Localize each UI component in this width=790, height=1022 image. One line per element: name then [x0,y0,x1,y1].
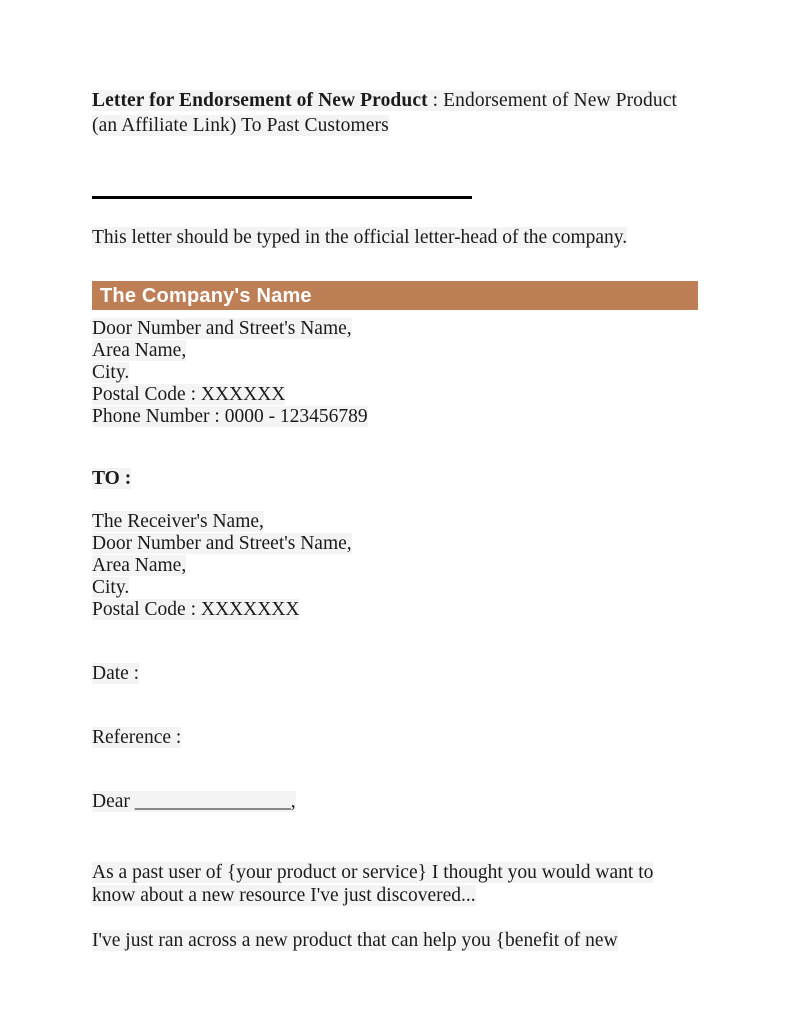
sender-address-line-text: Area Name, [92,340,187,361]
salutation-field [92,791,698,813]
recipient-address-block [92,511,698,621]
sender-postal-code-line [92,384,698,406]
sender-postal-code-text: Postal Code : XXXXXX [92,384,286,405]
recipient-address-line-text: Area Name, [92,555,187,576]
recipient-address-line [92,577,698,599]
company-name-banner [92,281,698,310]
document-title-bold: Letter for Endorsement of New Product [92,90,428,111]
salutation-text: Dear ________________, [92,791,296,812]
sender-address-line-text: Door Number and Street's Name, [92,318,352,339]
reference-label: Reference : [92,727,182,748]
recipient-address-line [92,533,698,555]
reference-field [92,727,698,749]
sender-address-line-text: City. [92,362,130,383]
to-label [92,468,698,490]
sender-address-line [92,318,698,340]
recipient-postal-code-text: Postal Code : XXXXXXX [92,599,300,620]
sender-phone-line [92,406,698,428]
body-paragraph-2-text: I've just ran across a new product that can help you {benefit of new [92,930,618,951]
body-paragraph-1-text: As a past user of {your product or service} I thought you would want to know about a new resource I've just discovered... [92,862,654,906]
divider-wrapper [92,196,698,210]
instruction-line [92,225,698,251]
sender-address-block [92,318,698,428]
horizontal-divider [92,196,472,199]
instruction-text: This letter should be typed in the official letter-head of the company. [92,227,628,248]
date-label: Date : [92,663,140,684]
recipient-name-text: The Receiver's Name, [92,511,264,532]
sender-phone-text: Phone Number : 0000 - 123456789 [92,406,368,427]
to-label-text: TO : [92,468,132,489]
recipient-address-line-text: City. [92,577,130,598]
sender-address-line [92,340,698,362]
date-field [92,663,698,685]
body-paragraph-1 [92,861,692,907]
recipient-name-line [92,511,698,533]
body-paragraph-2 [92,929,692,952]
sender-address-line [92,362,698,384]
letter-content [92,88,698,952]
recipient-postal-code-line [92,599,698,621]
company-name-text: The Company's Name [100,284,312,307]
recipient-address-line-text: Door Number and Street's Name, [92,533,352,554]
document-title [92,88,698,138]
document-title-subtitle: : Endorsement of New Product (an Affiliate Link) To Past Customers [92,90,677,136]
recipient-address-line [92,555,698,577]
